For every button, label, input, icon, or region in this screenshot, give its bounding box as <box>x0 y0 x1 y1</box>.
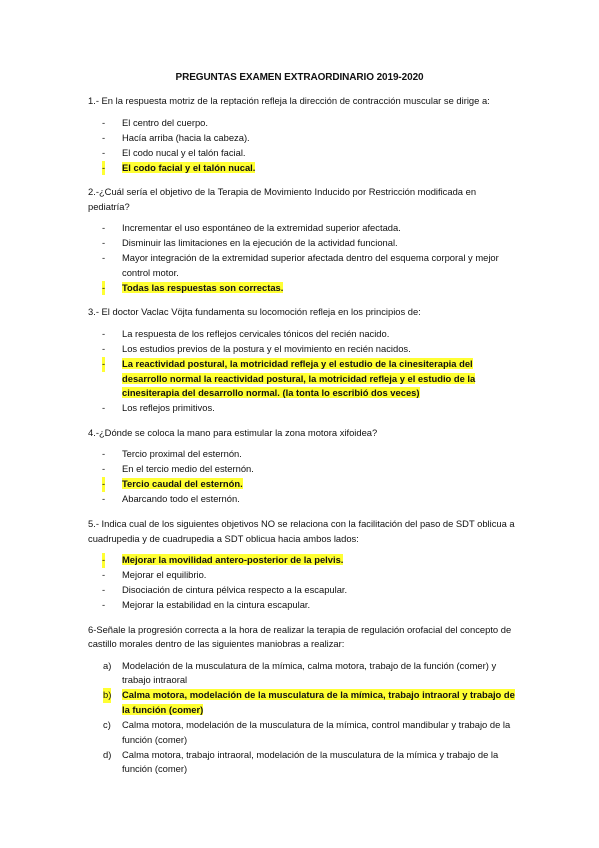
option-text: Hacía arriba (hacia la cabeza). <box>122 131 250 143</box>
question-list <box>88 94 516 787</box>
answer-option <box>88 447 516 462</box>
question-block <box>88 623 516 777</box>
option-text: Los estudios previos de la postura y el movimiento en recién nacidos. <box>122 343 411 355</box>
answer-option-correct <box>88 161 516 176</box>
answer-options <box>88 327 516 416</box>
option-marker: a) <box>103 659 112 671</box>
answer-options <box>88 116 516 176</box>
answer-option <box>88 116 516 131</box>
option-marker: d) <box>103 748 112 760</box>
option-text: El centro del cuerpo. <box>122 116 208 128</box>
question-block <box>88 185 516 295</box>
option-text: Abarcando todo el esternón. <box>122 493 240 505</box>
answer-option <box>88 492 516 507</box>
answer-option-correct <box>88 553 516 568</box>
answer-option <box>88 251 516 280</box>
answer-options <box>88 553 516 613</box>
option-text: Disminuir las limitaciones en la ejecución de la actividad funcional. <box>122 237 398 249</box>
option-text: Modelación de la musculatura de la mímica, calma motora, trabajo de la función (comer) y trabajo intraoral <box>122 659 497 686</box>
option-text: Mayor integración de la extremidad superior afectada dentro del esquema corporal y mejor control motor. <box>122 252 499 278</box>
option-marker: - <box>102 477 105 492</box>
answer-option-correct <box>88 688 516 717</box>
option-text: Tercio caudal del esternón. <box>122 478 243 490</box>
answer-option <box>88 718 516 747</box>
answer-option-correct <box>88 281 516 296</box>
option-marker: - <box>102 161 105 176</box>
answer-option <box>88 146 516 161</box>
option-text: El codo nucal y el talón facial. <box>122 146 246 158</box>
option-marker: - <box>102 237 106 249</box>
question-text: 3.- El doctor Vaclac Vöjta fundamenta su locomoción refleja en los principios de: <box>88 306 421 318</box>
option-text: Mejorar el equilibrio. <box>122 569 207 581</box>
question-text: 6-Señale la progresión correcta a la hora de realizar la terapia de regulación orofacial del concepto de castillo morales dentro de las siguientes maniobras a realizar: <box>88 623 512 650</box>
option-marker: - <box>102 328 106 340</box>
answer-option <box>88 583 516 598</box>
option-marker: - <box>102 599 106 611</box>
answer-option <box>88 236 516 251</box>
option-marker: - <box>102 402 106 414</box>
option-text: Mejorar la estabilidad en la cintura escapular. <box>122 599 311 611</box>
option-marker: - <box>102 131 106 143</box>
option-marker: - <box>102 357 105 372</box>
question-text: 4.-¿Dónde se coloca la mano para estimular la zona motora xifoidea? <box>88 426 378 438</box>
question-block <box>88 305 516 415</box>
answer-options <box>88 659 516 777</box>
option-marker: - <box>102 252 106 264</box>
option-text: Calma motora, modelación de la musculatura de la mímica, control mandibular y trabajo de la función (comer) <box>122 719 511 745</box>
option-text: Calma motora, modelación de la musculatura de la mímica, trabajo intraoral y trabajo de la función (comer) <box>122 689 515 716</box>
option-marker: - <box>102 584 106 596</box>
option-text: Todas las respuestas son correctas. <box>122 281 284 293</box>
option-text: Incrementar el uso espontáneo de la extremidad superior afectada. <box>122 222 401 234</box>
option-marker: b) <box>103 688 111 703</box>
question-text: 2.-¿Cuál sería el objetivo de la Terapia de Movimiento Inducido por Restricción modificada en pediatría? <box>88 186 477 212</box>
option-text: Calma motora, trabajo intraoral, modelación de la musculatura de la mímica y trabajo de la función (comer) <box>122 748 499 775</box>
option-marker: - <box>102 343 106 355</box>
answer-option <box>88 327 516 342</box>
option-marker: - <box>102 116 106 128</box>
answer-option <box>88 748 516 777</box>
answer-option <box>88 568 516 583</box>
option-text: Mejorar la movilidad antero-posterior de la pelvis. <box>122 554 344 566</box>
question-block <box>88 426 516 507</box>
option-text: Disociación de cintura pélvica respecto a la escapular. <box>122 584 348 596</box>
answer-option <box>88 131 516 146</box>
question-block <box>88 517 516 613</box>
option-marker: c) <box>103 719 111 731</box>
question-text: 1.- En la respuesta motriz de la reptación refleja la dirección de contracción muscular se dirige a: <box>88 95 490 106</box>
option-text: Tercio proximal del esternón. <box>122 448 242 460</box>
option-text: La respuesta de los reflejos cervicales tónicos del recién nacido. <box>122 328 390 340</box>
option-text: El codo facial y el talón nucal. <box>122 161 256 173</box>
answer-option <box>88 342 516 357</box>
answer-option <box>88 659 516 688</box>
option-marker: - <box>102 569 106 581</box>
answer-options <box>88 447 516 507</box>
answer-option <box>88 462 516 477</box>
answer-option-correct <box>88 357 516 401</box>
option-marker: - <box>102 222 106 234</box>
option-marker: - <box>102 493 106 505</box>
answer-option <box>88 598 516 613</box>
answer-options <box>88 221 516 295</box>
option-text: Los reflejos primitivos. <box>122 402 215 414</box>
option-marker: - <box>102 281 105 296</box>
question-text: 5.- Indica cual de los siguientes objetivos NO se relaciona con la facilitación del paso de SDT oblicua a cuadrupedia y de cuadrupedia a SDT oblicua hacia ambos lados: <box>88 517 515 544</box>
document-title: PREGUNTAS EXAMEN EXTRAORDINARIO 2019-2020 <box>175 72 424 83</box>
option-marker: - <box>102 146 106 158</box>
option-text: En el tercio medio del esternón. <box>122 463 254 475</box>
option-text: La reactividad postural, la motricidad refleja y el estudio de la cinesiterapia del desarrollo normal la reactividad postural, la motricidad refleja y el estudio de la cinesiterapia del desarrollo normal. (la tonta lo escribió dos veces) <box>122 358 476 399</box>
option-marker: - <box>102 448 106 460</box>
answer-option <box>88 401 516 416</box>
option-marker: - <box>102 553 105 568</box>
question-block <box>88 94 516 175</box>
option-marker: - <box>102 463 106 475</box>
answer-option <box>88 221 516 236</box>
answer-option-correct <box>88 477 516 492</box>
